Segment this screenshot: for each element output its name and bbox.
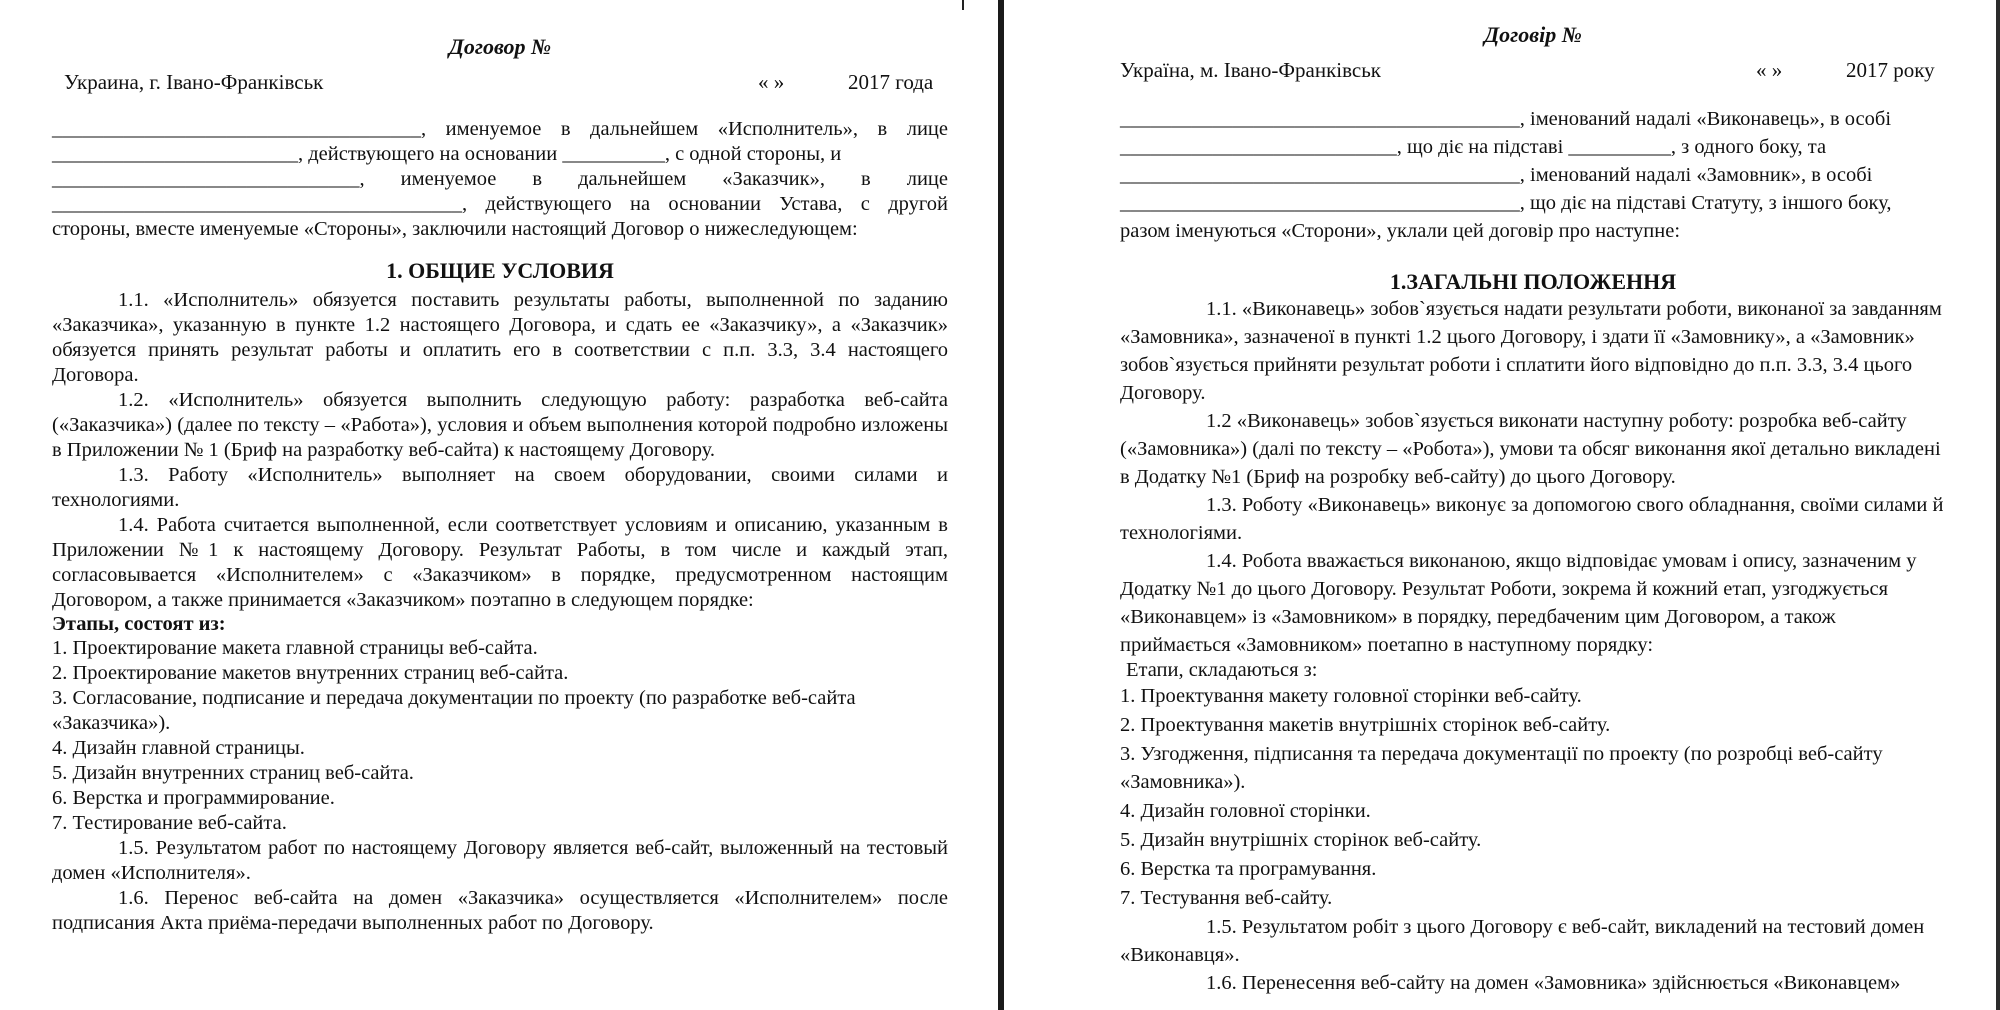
list-item: 4. Дизайн головної сторінки. <box>1120 800 1371 822</box>
city: Украина, г. Івано-Франківськ <box>64 70 324 94</box>
city: Україна, м. Івано-Франківськ <box>1120 58 1381 82</box>
clause-paragraph: 1.1. «Виконавець» зобов`язується надати результати роботи, виконаної за завданням «Замовника», зазначеної в пункті 1.2 цього Договору, і здати її «Замовнику», а «Замовник» зобов`язується прийняти результат роботи і сплатити його відповідно до п.п. 3.3, 3.4 цього Договору. <box>1120 298 1942 404</box>
clause-paragraph: 1.3. Роботу «Виконавець» виконує за допомогою свого обладнання, своїми силами й технологіями. <box>1120 494 1944 544</box>
year: 2017 года <box>848 70 934 94</box>
preamble-paragraph: ____________________________________, именуемое в дальнейшем «Исполнитель», в лице ________________________, действующего на основании __________, с одной стороны, и <box>52 118 948 165</box>
stage-list <box>52 636 948 836</box>
place-date-line <box>52 70 948 95</box>
list-item: 1. Проектування макету головної сторінки веб-сайту. <box>1120 685 1582 707</box>
year: 2017 року <box>1846 58 1935 82</box>
preamble-paragraph: _______________________________________, іменований надалі «Виконавець», в особі ___________________________, що діє на підставі __________, з одного боку, та _______________________________________, іменований надалі «Замовник», в особі _______________________________________, що діє на підставі Статуту, з іншого боку, разом іменуються «Сторони», уклали цей договір про наступне: <box>1120 108 1892 242</box>
place-date-line <box>1120 58 1946 83</box>
clause-paragraph: 1.6. Перенос веб-сайта на домен «Заказчика» осуществляется «Исполнителем» после подписания Акта приёма-передачи выполненных работ по Договору. <box>52 887 948 934</box>
clause-paragraph: 1.2 «Виконавець» зобов`язується виконати наступну роботу: розробка веб-сайту («Замовника») (далі по тексту – «Робота»), умови та обсяг виконання якої детально викладені в Додатку №1 (Бриф на розробку веб-сайту) до цього Договору. <box>1120 410 1941 488</box>
clause-paragraph: 1.1. «Исполнитель» обязуется поставить результаты работы, выполненной по заданию «Заказчика», указанную в пункте 1.2 настоящего Договора, и сдать ее «Заказчику», а «Заказчик» обязуется принять результат работы и оплатить его в соответствии с п.п. 3.3, 3.4 настоящего Договора. <box>52 289 948 386</box>
list-item: 3. Узгодження, підписання та передача документації по проекту (по розробці веб-сайту «Замовника»). <box>1120 743 1883 793</box>
list-item: 3. Согласование, подписание и передача документации по проекту (по разработке веб-сайта «Заказчика»). <box>52 687 856 734</box>
list-item: 6. Верстка и программирование. <box>52 787 335 809</box>
clause-paragraph: 1.6. Перенесення веб-сайту на домен «Замовника» здійснюється «Виконавцем» <box>1206 972 1901 994</box>
list-item: 5. Дизайн внутренних страниц веб-сайта. <box>52 762 414 784</box>
clause-paragraph: 1.5. Результатом робіт з цього Договору є веб-сайт, викладений на тестовий домен «Виконавця». <box>1120 916 1925 966</box>
list-item: 2. Проектирование макетов внутренних страниц веб-сайта. <box>52 662 569 684</box>
date-quotes: « » <box>758 70 785 94</box>
stages-heading: Этапы, состоят из: <box>52 613 226 635</box>
date-quotes: « » <box>1756 58 1783 82</box>
list-item: 1. Проектирование макета главной страницы веб-сайта. <box>52 637 538 659</box>
contract-title: Договір № <box>1484 22 1582 47</box>
stage-list <box>1120 682 1946 912</box>
page-mark <box>962 0 964 10</box>
list-item: 7. Тестування веб-сайту. <box>1120 887 1333 909</box>
clause-paragraph: 1.4. Робота вважається виконаною, якщо відповідає умовам і опису, зазначеним у Додатку №1 до цього Договору. Результат Роботи, зокрема й кожний етап, узгоджується «Виконавцем» із «Замовником» в порядку, передбаченим цим Договором, а також приймається «Замовником» поетапно в наступному порядку: <box>1120 550 1917 656</box>
clause-paragraph: 1.2. «Исполнитель» обязуется выполнить следующую работу: разработка веб-сайта («Заказчика») (далее по тексту – «Работа»), условия и объем выполнения которой подробно изложены в Приложении № 1 (Бриф на разработку веб-сайта) к настоящему Договору. <box>52 389 948 461</box>
contract-page-ukrainian <box>1004 0 1996 1010</box>
list-item: 5. Дизайн внутрішніх сторінок веб-сайту. <box>1120 829 1482 851</box>
list-item: 4. Дизайн главной страницы. <box>52 737 305 759</box>
section-title: 1. ОБЩИЕ УСЛОВИЯ <box>386 258 614 283</box>
contract-page-russian <box>0 0 998 1010</box>
clause-paragraph: 1.3. Работу «Исполнитель» выполняет на своем оборудовании, своими силами и технологиями. <box>52 464 948 511</box>
stages-heading: Етапи, складаються з: <box>1126 659 1318 681</box>
preamble-paragraph: ______________________________, именуемое в дальнейшем «Заказчик», в лице ________________________________________, действующего на основании Устава, с другой стороны, вместе именуемые «Стороны», заключили настоящий Договор о нижеследующем: <box>52 168 948 240</box>
contract-title: Договор № <box>448 34 552 59</box>
section-title: 1.ЗАГАЛЬНІ ПОЛОЖЕННЯ <box>1389 269 1677 294</box>
list-item: 2. Проектування макетів внутрішніх сторінок веб-сайту. <box>1120 714 1611 736</box>
list-item: 6. Верстка та програмування. <box>1120 858 1377 880</box>
clause-paragraph: 1.5. Результатом работ по настоящему Договору является веб-сайт, выложенный на тестовый домен «Исполнителя». <box>52 837 948 884</box>
clause-paragraph: 1.4. Работа считается выполненной, если соответствует условиям и описанию, указанным в Приложении №1 к настоящему Договору. Результат Работы, в том числе и каждый этап, согласовывается «Исполнителем» с «Заказчиком» в порядке, предусмотренном настоящим Договором, а также принимается «Заказчиком» поэтапно в следующем порядке: <box>52 514 948 611</box>
list-item: 7. Тестирование веб-сайта. <box>52 812 287 834</box>
